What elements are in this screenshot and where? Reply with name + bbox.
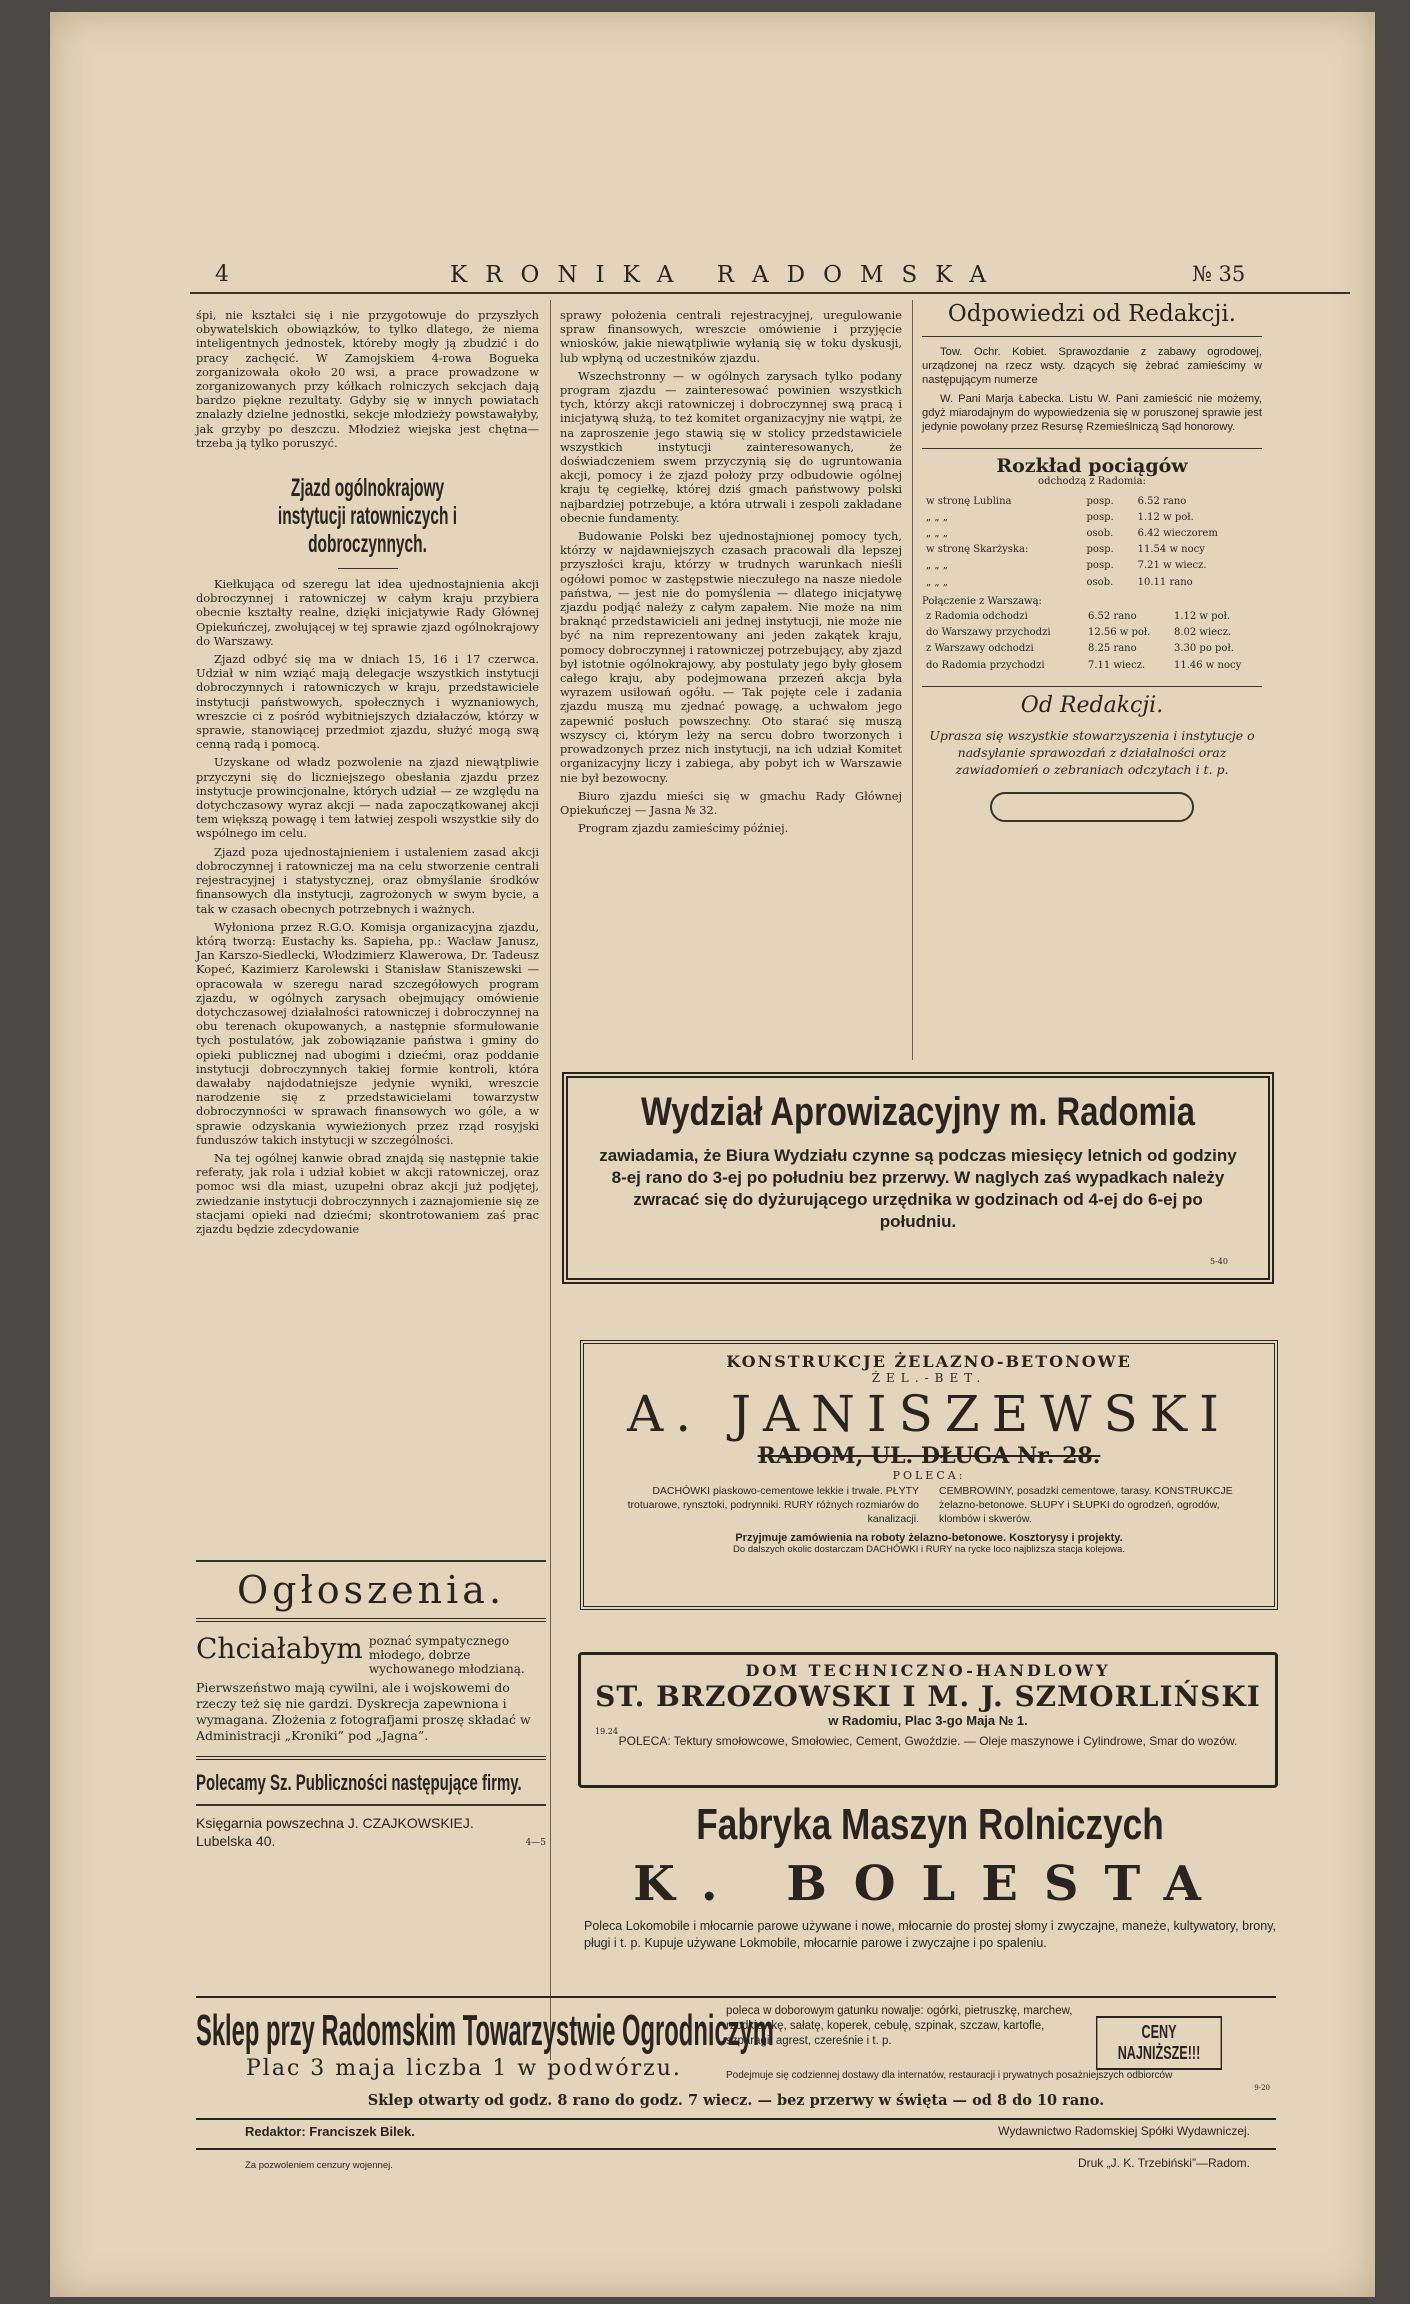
article-paragraph: Uzyskane od władz pozwolenie na zjazd niewątpliwie przyczyni się do liczniejszego obesłania zjazdu przez instytucje prowincjonalne, których udział — ze względu na dotychczasowy wyraz akcji — nada zapoczątkowanej akcji tem większą powagę i tem łatwiej zespoli wszystkie siły do wspólnego im celu. [196, 755, 539, 841]
article-title: Zjazd ogólnokrajowy instytucji ratowniczych i dobroczynnych. [277, 474, 458, 559]
separator [338, 568, 398, 569]
ad-poleca: POLECA: [892, 1469, 966, 1482]
divider [196, 1560, 546, 1562]
table-cell: posp. [1086, 544, 1114, 556]
footer-rule [196, 2148, 1276, 2150]
answer-paragraph: Tow. Ochr. Kobiet. Sprawozdanie z zabawy ogrodowej, urządzonej na rzecz wsty. dzących się żebrać zamieścimy w następującym numerze [922, 346, 1262, 387]
table-cell: 7.11 wiecz. [1087, 659, 1146, 671]
ad-code: 5-40 [1210, 1257, 1228, 1266]
table-cell: 6.42 wieczorem [1137, 528, 1218, 540]
ad-headword: Chciałabym [196, 1632, 363, 1665]
table-cell: 12.56 w poł. [1087, 627, 1151, 639]
table-cell: posp. [1086, 560, 1114, 572]
ad-right: CEMBROWINY, posadzki cementowe, tarasy. KONSTRUKCJE żelazno-betonowe. SŁUPY i SŁUPKI do ogrodzeń, ogrodów, klombów i skwerów. [939, 1485, 1233, 1525]
ad-poleca: POLECA: Tektury smołowcowe, Smołowiec, Cement, Gwoździe. — Oleje maszynowe i Cylindrowe, Smar do wozów. [618, 1734, 1238, 1748]
article-paragraph: Kiełkująca od szeregu lat idea ujednostajnienia akcji dobroczynnej i ratowniczej w całym kraju przybiera obecnie kształty realne, dzięki inicjatywie Rady Głównej Opiekuńczej, zwołującej w tej sprawie zjazd ogólnokrajowy do Warszawy. [196, 577, 539, 648]
divider [922, 336, 1262, 337]
article-paragraph: Wyłoniona przez R.G.O. Komisja organizacyjna zjazdu, którą tworzą: Eustachy ks. Sapieha, pp.: Wacław Janusz, Jan Karszo-Siedlecki, Włodzimierz Klawerowa, Dr. Tadeusz Kopeć, Kazimierz Karolewski i Stanisław Staniszewski — opracowała w szeregu narad szczegółowych program zjazdu, w ogólnych zarysach obejmujący omówienie dotychczasowej działalności ratowniczej i dobroczynnej na obu terenach okupowanych, a następnie sformułowanie tych postulatów, jak zobowiązanie państwa i gminy do opieki publicznej nad ubogimi i dziećmi, oraz poddanie instytucji dobroczynnych takiej formie kontroli, która dawałaby najdodatniejsze jedynie wyniki, wreszcie narodzenie się z przedstawicielami towarzystw dobroczynności w sprawach finansowych wo góle, a w sprawie odzyskania wywieżionych przez rząd rosyjski funduszów takich instytucji w szczególności. [196, 919, 539, 1147]
article-paragraph: Biuro zjazdu mieści się w gmachu Rady Głównej Opiekuńczej — Jasna № 32. [560, 788, 902, 817]
ad-hours: Sklep otwarty od godz. 8 rano do godz. 7 wiecz. — bez przerwy w święta — od 8 do 10 rano. [367, 2092, 1105, 2109]
ad-left: DACHÓWKI piaskowo-cementowe lekkie i trwałe. PŁYTY trotuarowe, rynsztoki, podrynniki. RURY różnych rozmiarów do kanalizacji. [627, 1485, 919, 1525]
ad-names: ST. BRZOZOWSKI I M. J. SZMORLIŃSKI [595, 1680, 1261, 1713]
table-row [922, 641, 1262, 657]
article-paragraph: sprawy położenia centrali rejestracyjnej, uregulowanie spraw finansowych, wreszcie omówienie i przyjęcie wniosków, jakie niewątpliwie wyłanią się w toku dyskusji, lub wpłyną od uczestników zjazdu. [560, 308, 902, 365]
ad-code: 19.24 [595, 1727, 618, 1736]
table-cell: „ „ „ [926, 560, 948, 572]
ad-line: Przyjmuje zamówienia na roboty żelazno-betonowe. Kosztorysy i projekty. [735, 1532, 1123, 1544]
ad-title: Wydział Aprowizacyjny m. Radomia [640, 1090, 1196, 1134]
column-3 [922, 300, 1262, 822]
ad-address: RADOM, UL. DŁUGA Nr. 28. [757, 1443, 1101, 1469]
ad-janiszewski [580, 1340, 1278, 1610]
recommend-heading: Polecamy Sz. Publiczności następujące firmy. [196, 1770, 522, 1795]
ad-products: poleca w doborowym gatunku nowalje: ogórki, pietruszkę, marchew, rzodkiewkę, sałatę, koperek, cebulę, szpinak, szczaw, kartofle, szparagi, agrest, czereśnie i t. p. [726, 2005, 1073, 2047]
ad-top: KONSTRUKCJE ŻELAZNO-BETONOWE [726, 1352, 1132, 1371]
table-row [922, 658, 1262, 674]
ad-body: Poleca Lokomobile i młocarnie parowe używane i nowe, młocarnie do prostej słomy i zwyczajne, maneże, kultywatory, brony, pługi i t. p. Kupuje używane Lokmobile, młocarnie parowe i zwyczajne i po spaleniu. [584, 1919, 1276, 1950]
table-row [922, 609, 1262, 625]
bookstore-ad: Księgarnia powszechna J. CZAJKOWSKIEJ. Lubelska 40. [196, 1815, 474, 1849]
table-cell: 11.46 w nocy [1173, 659, 1242, 671]
table-cell: do Radomia przychodzi [926, 659, 1045, 671]
table-row [922, 625, 1262, 641]
ad-lead: poznać sympatycznego młodego, dobrze wychowanego młodzianą. [368, 1634, 525, 1676]
divider [922, 448, 1262, 449]
table-cell: „ „ „ [926, 576, 948, 588]
table-cell: z Warszawy odchodzi [926, 643, 1034, 655]
column-1 [196, 308, 539, 1240]
column-2 [560, 308, 902, 839]
table-cell: 8.25 rano [1087, 643, 1137, 655]
article-paragraph: Wszechstronny — w ogólnych zarysach tylko podany program zjazdu — zainteresować powinien wszystkich tych, którzy akcji ratowniczej i dobroczynnej swą pracą i inicjatywą służą, to też komitet organizacyjny nie wątpi, że na zaproszenie jego stawią się w stolicy przedstawiciele wszystkich instytucji zainteresowanych, że doświadczeniem swem przyczynią się do ugruntowania akcji, pomocy i że zjazd położy przy odbudowie ogólnej kraju tę cegiełkę, której dziś gmach państwowy polski najbardziej potrzebuje, a która utrwali i zespoli zakładane obecnie fundamenty. [560, 368, 902, 525]
train-title: Rozkład pociągów [996, 455, 1188, 478]
ad-supply: Podejmuje się codziennej dostawy dla internatów, restauracji i prywatnych posażniejszych odbiorców [726, 2070, 1173, 2081]
warsaw-title: Połączenie z Warszawą: [922, 595, 1042, 607]
header-rule [190, 292, 1350, 294]
table-cell: w stronę Skarżyska: [926, 544, 1029, 556]
table-cell: z Radomia odchodzi [926, 611, 1028, 623]
answer-paragraph: W. Pani Marja Łabecka. Listu W. Pani zamieścić nie możemy, gdyż miarodajnym do wypowiedzenia się w poruszonej sprawie jest jedynie powołany przez Resursę Rzemieślniczą Sąd honorowy. [922, 392, 1262, 434]
editor-note: Uprasza się wszystkie stowarzyszenia i instytucje o nadsyłanie sprawozdań z działalności oraz zawiadomień o zebraniach odczytach i t. p. [929, 728, 1255, 778]
table-cell: „ „ „ [926, 528, 948, 540]
ad-top: DOM TECHNICZNO-HANDLOWY [745, 1661, 1111, 1680]
classifieds-title: Ogłoszenia. [236, 1568, 506, 1612]
table-cell: 6.52 rano [1137, 495, 1187, 507]
table-cell: 7.21 w wiecz. [1137, 560, 1207, 572]
issue-number: № 35 [1192, 262, 1246, 286]
train-table [922, 494, 1262, 591]
column-rule [912, 300, 913, 1060]
table-row [922, 542, 1262, 558]
footer-editor: Redaktor: Franciszek Bilek. [245, 2124, 415, 2139]
article-paragraph: Program zjazdu zamieścimy później. [578, 821, 789, 836]
table-row [922, 558, 1262, 574]
table-cell: w stronę Lublina [926, 495, 1012, 507]
ornament [990, 792, 1194, 822]
table-cell: posp. [1086, 511, 1114, 523]
answers-title: Odpowiedzi od Redakcji. [947, 301, 1237, 327]
ad-code: 9-20 [1254, 2084, 1270, 2092]
ad-title: Fabryka Maszyn Rolniczych [696, 1800, 1164, 1849]
newspaper-title: KRONIKA RADOMSKA [450, 262, 1005, 288]
ad-text: Pierwszeństwo mają cywilni, ale i wojskowemi do rzeczy też się nie gardzi. Dyskrecja zapewniona i wymagana. Złożenia z fotografjami proszę składać w Administracji „Kroniki” pod „Jagna”. [196, 1680, 531, 1743]
article-paragraph: Zjazd odbyć się ma w dniach 15, 16 i 17 czerwca. Udział w nim wziąć mają delegacje wszystkich instytucji dobroczynnych i ratowniczych w kraju, przedstawiciele instytucji państwowych, społecznych i wyznaniowych, wreszcie ci z pośród wybitniejszych działaczów, którzy w sprawie, stanowiącej przedmiot zjazdu, służyć mogą swą cenną radą i pomocą. [196, 652, 539, 752]
footer-publisher: Wydawnictwo Radomskiej Spółki Wydawniczej. [998, 2124, 1250, 2138]
ad-line: Do dalszych okolic dostarczam DACHÓWKI i RURY na rycke loco najbliższa stacja kolejowa. [733, 1544, 1125, 1555]
column-rule [550, 300, 551, 2060]
ad-sub: ŻEL.-BET. [871, 1371, 987, 1385]
divider [196, 1804, 546, 1806]
article-paragraph: Budowanie Polski bez ujednostajnionej pomocy tych, którzy w najdawniejszych czasach pracowali dla lepszej przyszłości kraju, którzy w trudnych warunkach nieśli ogółowi pomoc w zastępstwie nieczułego na nasze niedole państwa, — jest nie do pomyślenia — dlatego inicjatywę zjazdu podjąć należy z całym zapałem. Nie może na nim braknąć przedstawicieli ani jednej instytucji, nie może nie być na nim reprezentowany ani jeden zakątek kraju, pomocy dobroczynnej i ratowniczej potrzebujący, aby zjazd był istotnie ogólnokrajowy, aby postulaty jego były głosem całego kraju, aby podejmowana przezeń akcja była wyrazem usiłowań ogółu. — Tak pojęte cele i zadania zjazdu muszą mu zjednać powagę, a uchwałom jego zapewnić posłuch powszechny. Oto starać się muszą wszyscy ci, którym leży na sercu dobro tworzonych i prowadzonych przez nich instytucji, na ich udział Komitet organizacyjny liczy i zabiega, aby pobyt ich w Warszawie nie był bezowocny. [560, 529, 902, 785]
table-cell: posp. [1086, 495, 1114, 507]
table-cell: 10.11 rano [1137, 576, 1193, 588]
table-cell: 3.30 po poł. [1173, 643, 1234, 655]
table-cell: „ „ „ [926, 511, 948, 523]
intro-paragraph: śpi, nie kształci się i nie przygotowuje do przyszłych obywatelskich obowiązków, to tylko dlatego, że niema inteligentnych jednostek, któreby mogły ją zbudzić i do pracy zachęcić. W Zamojskiem 4-rowa Bogueka zorganizowała około 20 wsi, a prace prowadzone w zorganizowanych przy kółkach rolniczych sekcjach dają bardzo piękne rezultaty. Gdyby się w innych powiatach znalazły dzielne jednostki, sekcje młodzieży powstawałyby, jak grzyby po deszczu. Młodzież wiejska jest chętna—trzeba ją tylko poruszyć. [196, 308, 539, 450]
ad-title: Sklep przy Radomskim Towarzystwie Ogrodniczym [196, 2006, 774, 2055]
table-cell: osob. [1086, 528, 1114, 540]
ad-address: w Radomiu, Plac 3-go Maja № 1. [828, 1713, 1028, 1728]
ad-name: A. JANISZEWSKI [627, 1385, 1231, 1443]
classifieds [196, 1560, 546, 1848]
editor-title: Od Redakcji. [1020, 692, 1164, 718]
footer-printer: Druk „J. K. Trzebiński”—Radom. [1077, 2156, 1250, 2170]
divider [922, 686, 1262, 687]
ad-body: zawiadamia, że Biura Wydziału czynne są podczas miesięcy letnich od godziny 8-ej rano do 3-ej po południu bez przerwy. W naglych zaś wypadkach należy zwracać się do dyżurującego urzędnika w godzinach od 4-ej do 6-ej po południu. [599, 1146, 1237, 1231]
table-cell: 8.02 wiecz. [1173, 627, 1232, 639]
ad-address: Plac 3 maja liczba 1 w podwórzu. [246, 2056, 682, 2081]
table-cell: 6.52 rano [1087, 611, 1137, 623]
ad-prices: CENY NAJNIŻSZE!!! [1096, 2016, 1222, 2070]
footer-censor: Za pozwoleniem cenzury wojennej. [245, 2160, 393, 2171]
ad-sklep [196, 1996, 1276, 2120]
table-cell: osob. [1086, 576, 1114, 588]
ad-name: K. BOLESTA [633, 1856, 1227, 1912]
divider [196, 1756, 546, 1760]
article-paragraph: Na tej ogólnej kanwie obrad znajdą się następnie takie referaty, jak rola i udział kobiet w akcji ratowniczej, oraz pomoc wsi dla miast, uzupełni obraz akcji już podjętej, zwiedzanie instytucji dobroczynnych i zaznajomienie się ze stacjami opieki nad dziećmi; skontrotowaniem zaś prac zjazdu będzie zdecydowanie [196, 1150, 539, 1236]
table-row [922, 494, 1262, 510]
ad-bolesta [580, 1800, 1280, 1952]
ad-dom [578, 1652, 1278, 1788]
warsaw-table [922, 609, 1262, 674]
table-cell: 1.12 w poł. [1137, 511, 1194, 523]
divider [196, 1618, 546, 1622]
table-cell: 11.54 w nocy [1137, 544, 1205, 556]
table-cell: do Warszawy przychodzi [926, 627, 1051, 639]
article-paragraph: Zjazd poza ujednostajnieniem i ustaleniem zasad akcji dobroczynnej i ratowniczej ma na celu stworzenie centrali rejestracyjnej i statystycznej, oraz obmyślanie środków finansowych dla instytucji, zagrożonych w swym bycie, a tak w czasach obecnych potrzebnych i ważnych. [196, 844, 539, 916]
table-row [922, 526, 1262, 542]
page-number: 4 [215, 262, 229, 287]
table-row [922, 575, 1262, 591]
table-row [922, 510, 1262, 526]
ad-code: 4—5 [525, 1838, 546, 1848]
table-cell: 1.12 w poł. [1173, 611, 1231, 623]
train-subtitle: odchodzą z Radomia: [1038, 476, 1146, 488]
ad-wydzial [562, 1072, 1274, 1284]
